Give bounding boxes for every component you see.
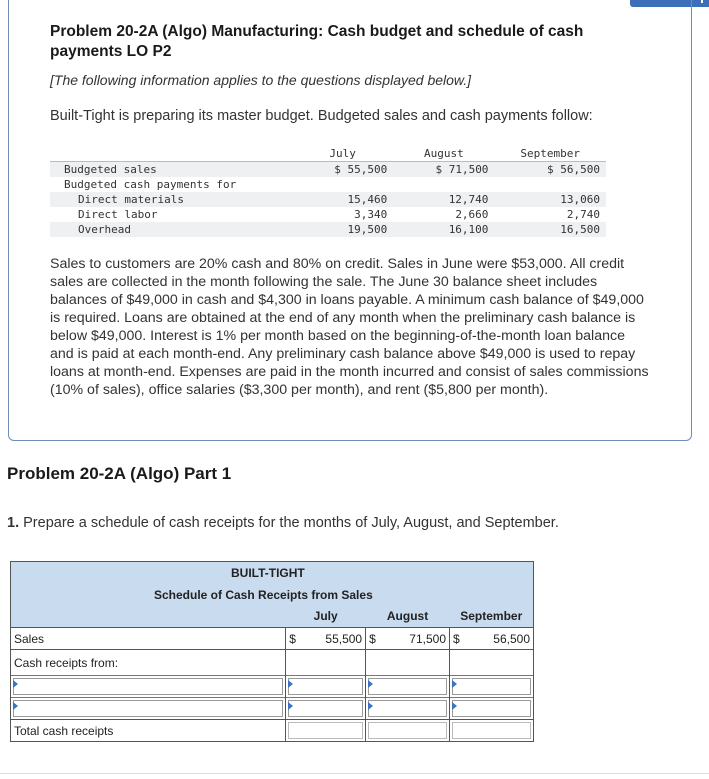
input-box[interactable]: [452, 678, 531, 695]
blank-cell: [292, 177, 393, 192]
intro-note: [The following information applies to the questions displayed below.]: [50, 72, 472, 88]
budget-payments-label: Budgeted cash payments for: [64, 178, 237, 191]
budget-sales-july: $ 55,500: [292, 162, 393, 178]
schedule-month-september: September: [450, 606, 534, 628]
august-receipt-input-2[interactable]: [366, 698, 450, 720]
budget-sales-september: $ 56,500: [494, 162, 606, 178]
budget-header-september: September: [494, 146, 606, 162]
schedule-total-label: Total cash receipts: [11, 720, 286, 742]
budget-row-july: 19,500: [292, 222, 393, 237]
september-total-cell[interactable]: [450, 720, 534, 742]
blank-cell: [366, 650, 450, 676]
budget-data-table: [50, 146, 606, 237]
receipt-source-input-2[interactable]: [11, 698, 286, 720]
budget-row-label: Direct labor: [78, 208, 158, 221]
september-receipt-input-1[interactable]: [450, 676, 534, 698]
budget-row-july: 15,460: [292, 192, 393, 207]
problem-title: Problem 20-2A (Algo) Manufacturing: Cash budget and schedule of cash payments LO P2: [50, 23, 584, 60]
budget-row-labor: [50, 207, 606, 222]
july-receipt-input-2[interactable]: [286, 698, 366, 720]
budget-sales-label: Budgeted sales: [50, 162, 292, 178]
budget-sales-row: [50, 162, 606, 178]
schedule-input-row-1: [11, 676, 534, 698]
schedule-sales-august: 71,500: [384, 628, 450, 650]
budget-header-blank: [50, 146, 292, 162]
input-box[interactable]: [13, 700, 283, 717]
july-total-cell[interactable]: [286, 720, 366, 742]
dropdown-flag-icon: [13, 680, 18, 688]
schedule-title-row: [11, 584, 534, 606]
schedule-month-august: August: [366, 606, 450, 628]
currency-symbol: $: [286, 628, 304, 650]
budget-header-august: August: [393, 146, 494, 162]
budget-row-september: 13,060: [494, 192, 606, 207]
instruction-number: 1.: [7, 515, 20, 531]
schedule-input-row-2: [11, 698, 534, 720]
schedule-month-row: [11, 606, 534, 628]
schedule-company: BUILT-TIGHT: [11, 562, 534, 584]
problem-facts: Sales to customers are 20% cash and 80% on credit. Sales in June were $53,000. All credit sales are collected in the month following the sale. The June 30 balance sheet includes balances of $49,000 in cash and $4,300 in loans payable. A minimum cash balance of $49,000 is required. Loans are obtained at the end of any month when the preliminary cash balance is below $49,000. Interest is 1% per month based on the beginning-of-the-month loan balance and is paid at each month-end. Any preliminary cash balance above $49,000 is used to repay loans at month-end. Expenses are paid in the month incurred and consist of sales commissions (10% of sales), office salaries ($3,300 per month), and rent ($5,800 per month).: [50, 256, 649, 398]
schedule-sales-september: 56,500: [467, 628, 533, 650]
budget-row-label: Overhead: [50, 222, 292, 237]
schedule-sales-row: [11, 628, 534, 650]
budget-sales-august: $ 71,500: [393, 162, 494, 178]
cash-receipts-schedule: [10, 561, 534, 742]
blank-cell: [286, 650, 366, 676]
currency-symbol: $: [450, 628, 468, 650]
receipt-source-input-1[interactable]: [11, 676, 286, 698]
budget-row-august: 12,740: [393, 192, 494, 207]
blank-cell: [450, 650, 534, 676]
september-receipt-input-2[interactable]: [450, 698, 534, 720]
input-box[interactable]: [368, 700, 447, 717]
budget-payments-row: [50, 177, 606, 192]
input-flag-icon: [452, 680, 457, 688]
input-box[interactable]: [288, 722, 363, 739]
budget-header-row: [50, 146, 606, 162]
input-flag-icon: [368, 680, 373, 688]
currency-symbol: $: [366, 628, 384, 650]
budget-row-september: 16,500: [494, 222, 606, 237]
budget-row-label: Direct materials: [50, 192, 292, 207]
blank-cell: [494, 177, 606, 192]
august-total-cell[interactable]: [366, 720, 450, 742]
input-flag-icon: [288, 702, 293, 710]
august-receipt-input-1[interactable]: [366, 676, 450, 698]
input-box[interactable]: [13, 678, 283, 695]
input-box[interactable]: [288, 678, 363, 695]
july-receipt-input-1[interactable]: [286, 676, 366, 698]
schedule-receipts-label: Cash receipts from:: [11, 650, 286, 676]
schedule-receipts-header-row: [11, 650, 534, 676]
input-flag-icon: [368, 702, 373, 710]
schedule-month-july: July: [286, 606, 366, 628]
instruction-text: Prepare a schedule of cash receipts for the months of July, August, and September.: [23, 515, 559, 531]
part-title: Problem 20-2A (Algo) Part 1: [7, 464, 232, 483]
schedule-sales-july: 55,500: [304, 628, 366, 650]
budget-row-august: 16,100: [393, 222, 494, 237]
blank-cell: [11, 606, 286, 628]
budget-row-overhead: [50, 222, 606, 237]
input-box[interactable]: [288, 700, 363, 717]
budget-row-july: 3,340: [354, 208, 388, 221]
schedule-title: Schedule of Cash Receipts from Sales: [11, 584, 534, 606]
budget-row-august: 2,660: [455, 208, 489, 221]
blank-cell: [393, 177, 494, 192]
budget-row-materials: [50, 192, 606, 207]
intro-text: Built-Tight is preparing its master budget. Budgeted sales and cash payments follow:: [50, 108, 593, 124]
input-box[interactable]: [368, 678, 447, 695]
schedule-company-row: [11, 562, 534, 584]
tab-mark: [701, 0, 703, 3]
input-box[interactable]: [368, 722, 447, 739]
budget-row-september: 2,740: [566, 208, 600, 221]
input-box[interactable]: [452, 700, 531, 717]
instruction: [7, 515, 559, 531]
input-flag-icon: [452, 702, 457, 710]
budget-header-july: July: [292, 146, 393, 162]
input-box[interactable]: [452, 722, 531, 739]
input-flag-icon: [288, 680, 293, 688]
bottom-divider: [0, 773, 709, 774]
dropdown-flag-icon: [13, 702, 18, 710]
schedule-total-row: [11, 720, 534, 742]
schedule-sales-label: Sales: [11, 628, 286, 650]
